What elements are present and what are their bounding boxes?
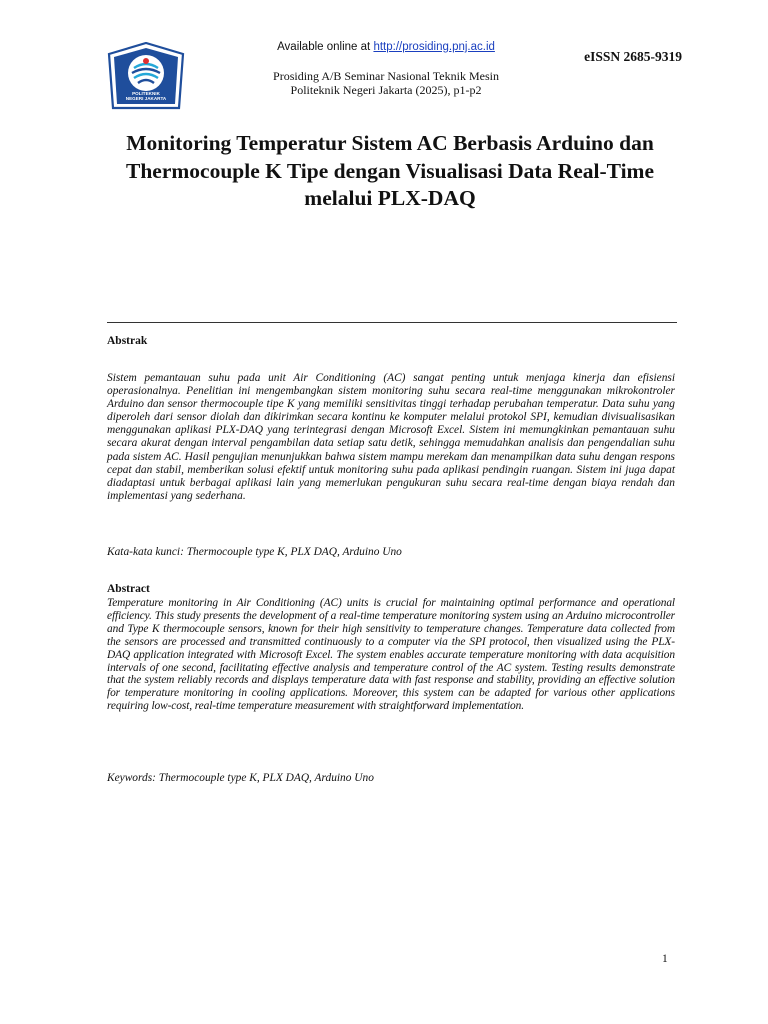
svg-text:POLITEKNIK: POLITEKNIK	[132, 91, 160, 96]
abstrak-body: Sistem pemantauan suhu pada unit Air Conditioning (AC) sangat penting untuk menjaga kinerja dan efisiensi operasionalnya. Penelitian ini mengembangkan sistem monitoring suhu secara real-time menggunakan mikrokontroler Arduino dan sensor thermocouple tipe K yang memiliki sensitivitas tinggi terhadap perubahan temperatur. Data suhu yang diperoleh dari sensor diolah dan dikirimkan secara kontinu ke komputer melalui protokol SPI, kemudian divisualisasikan menggunakan aplikasi PLX-DAQ yang terintegrasi dengan Microsoft Excel. Sistem ini memungkinkan pemantauan suhu secara akurat dengan interval pengambilan data setiap satu detik, sehingga memudahkan analisis dan pengendalian suhu pada sistem AC. Hasil pengujian menunjukkan bahwa sistem mampu merekam dan menampilkan data suhu dengan respons cepat dan stabil, memberikan solusi efektif untuk monitoring suhu pada aplikasi pendingin ruangan. Sistem ini juga dapat diadaptasi untuk berbagai aplikasi lain yang memerlukan pengukuran suhu secara real-time dengan biaya rendah dan implementasi yang sederhana.	[107, 372, 675, 502]
abstract-keywords: Keywords: Thermocouple type K, PLX DAQ, Arduino Uno	[107, 772, 374, 784]
proceedings-publisher: Politeknik Negeri Jakarta (2025), p1-p2	[290, 83, 482, 97]
abstrak-heading: Abstrak	[107, 335, 148, 347]
abstract-body: Temperature monitoring in Air Conditioning (AC) units is crucial for maintaining optimal performance and operational efficiency. This study presents the development of a real-time temperature monitoring system using an Arduino microcontroller and Type K thermocouple sensors, known for their high sensitivity to temperature changes. Temperature data collected from the sensors are processed and transmitted continuously to a computer via the SPI protocol, then visualized using the PLX-DAQ application integrated with Microsoft Excel. The system enables accurate temperature monitoring with data acquisition intervals of one second, facilitating effective analysis and temperature control of the AC system. Testing results demonstrate that the system reliably records and displays temperature data with fast response and stability, providing an effective solution for temperature monitoring in cooling applications. Moreover, this system can be adapted for various other applications requiring low-cost, real-time temperature measurement with straightforward implementation.	[107, 597, 675, 713]
eissn-label: eISSN 2685-9319	[584, 49, 682, 64]
proceedings-name: Prosiding A/B Seminar Nasional Teknik Mesin	[273, 69, 499, 83]
proceedings-info	[200, 69, 572, 97]
proceedings-url-link[interactable]: http://prosiding.pnj.ac.id	[373, 41, 495, 53]
section-divider	[107, 322, 677, 323]
available-online-line	[200, 41, 572, 53]
available-online-text: Available online at	[277, 41, 374, 53]
page-number: 1	[662, 953, 668, 965]
pnj-logo	[107, 42, 185, 114]
abstrak-keywords: Kata-kata kunci: Thermocouple type K, PLX DAQ, Arduino Uno	[107, 546, 402, 558]
paper-title: Monitoring Temperatur Sistem AC Berbasis Arduino dan Thermocouple K Tipe dengan Visualisasi Data Real-Time melalui PLX-DAQ	[126, 131, 654, 210]
abstract-heading: Abstract	[107, 583, 150, 595]
svg-text:NEGERI JAKARTA: NEGERI JAKARTA	[125, 96, 167, 101]
